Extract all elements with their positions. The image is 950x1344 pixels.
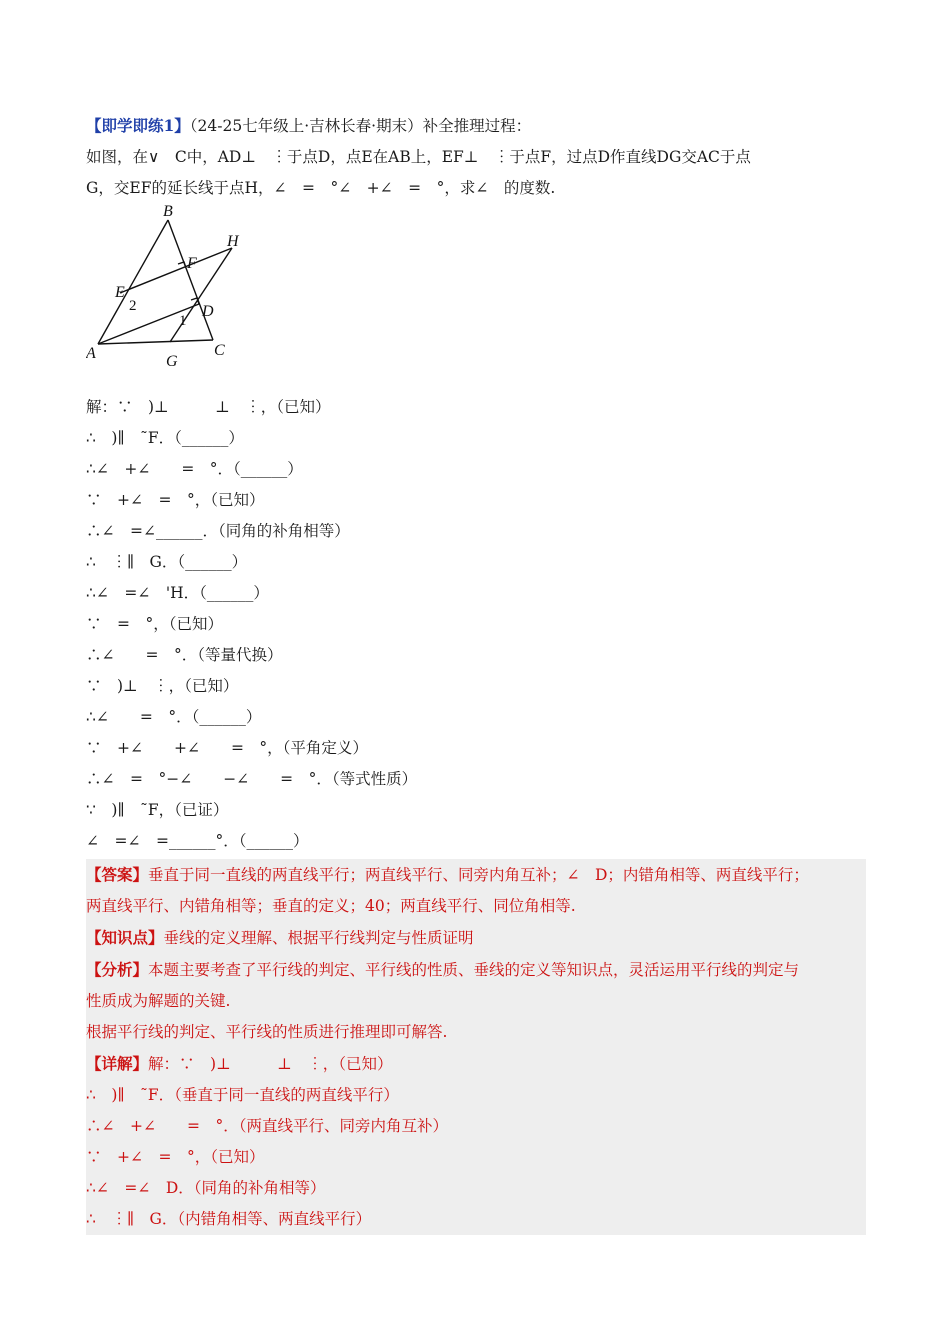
triangle-diagram xyxy=(86,204,286,392)
detail-line: ∴∠ +∠ = °．（两直线平行、同旁内角互补） xyxy=(86,1117,448,1135)
solution-line: ∴∠ = °．（______） xyxy=(86,708,262,726)
solution-line: ∴ )∥ ˜F．（______） xyxy=(86,429,244,447)
label-angle-2: 2 xyxy=(129,298,137,314)
document-page xyxy=(86,110,866,1235)
solution-line: ∴ ︙∥ G．（______） xyxy=(86,553,248,571)
solution-line: ∵ = °，（已知） xyxy=(86,615,223,633)
analysis-line-3: 根据平行线的判定、平行线的性质进行推理即可解答. xyxy=(86,1023,448,1041)
solution-line: ∵ )⊥ ︙，（已知） xyxy=(86,677,239,695)
solution-line: ∵ +∠ +∠ = °，（平角定义） xyxy=(86,739,368,757)
solution-line: ∴∠ = °−∠ −∠ = °．（等式性质） xyxy=(86,770,418,788)
analysis-tag: 【分析】 xyxy=(86,960,149,979)
analysis-line-2: 性质成为解题的关键. xyxy=(86,992,231,1010)
solution-line: ∵ +∠ = °，（已知） xyxy=(86,491,265,509)
solution-line: ∵ )∥ ˜F，（已证） xyxy=(86,801,229,819)
detail-line: ∴ ︙∥ G．（内错角相等、两直线平行） xyxy=(86,1210,372,1228)
label-angle-1: 1 xyxy=(179,313,187,329)
solution-line: ∴∠ +∠ = °．（______） xyxy=(86,460,303,478)
label-G: G xyxy=(166,353,178,370)
solution-line: ∴∠ =∠______．（同角的补角相等） xyxy=(86,522,350,540)
solution-line: ∴∠ = °．（等量代换） xyxy=(86,646,283,664)
detail-line: ∴ )∥ ˜F．（垂直于同一直线的两直线平行） xyxy=(86,1086,399,1104)
detail-line: ∴∠ =∠ D．（同角的补角相等） xyxy=(86,1179,326,1197)
solution-line: ∴∠ =∠ 'H．（______） xyxy=(86,584,269,602)
problem-line-1: 如图，在∨ C中，AD⊥ ︙于点D，点E在AB上，EF⊥ ︙于点F，过点D作直线DG交AC于点 xyxy=(86,148,751,166)
analysis-text-1: 本题主要考查了平行线的判定、平行线的性质、垂线的定义等知识点，灵活运用平行线的判定与 xyxy=(148,961,800,979)
knowledge-line xyxy=(86,922,866,954)
knowledge-text: 垂线的定义理解、根据平行线判定与性质证明 xyxy=(163,929,474,947)
label-D: D xyxy=(202,303,214,320)
exercise-header xyxy=(86,110,866,142)
exercise-tag: 【即学即练1】 xyxy=(86,116,190,135)
answer-panel xyxy=(86,859,866,1235)
detail-line: ∵ +∠ = °，（已知） xyxy=(86,1148,265,1166)
problem-line-2: G，交EF的延长线于点H，∠ = °∠ +∠ = °，求∠ 的度数. xyxy=(86,179,556,197)
label-F: F xyxy=(187,255,197,272)
label-B: B xyxy=(163,204,173,220)
label-H: H xyxy=(227,233,239,250)
answer-line-2: 两直线平行、内错角相等；垂直的定义；40；两直线平行、同位角相等. xyxy=(86,897,576,915)
detail-tag: 【详解】 xyxy=(86,1054,149,1073)
geometry-figure xyxy=(86,204,866,392)
label-C: C xyxy=(214,342,225,359)
detail-text: 解：∵ )⊥ ⊥ ︙，（已知） xyxy=(148,1055,393,1073)
detail-line-1 xyxy=(86,1048,866,1080)
answer-tag: 【答案】 xyxy=(86,865,149,884)
label-E: E xyxy=(115,284,125,301)
analysis-line-1 xyxy=(86,954,866,986)
exercise-source: （24-25七年级上·吉林长春·期末）补全推理过程： xyxy=(189,117,532,135)
answer-line-1 xyxy=(86,859,866,891)
answer-text-1: 垂直于同一直线的两直线平行；两直线平行、同旁内角互补；∠ D；内错角相等、两直线平行； xyxy=(148,866,809,884)
solution-block xyxy=(86,392,866,857)
solution-line: ∠ =∠ =______°．（______） xyxy=(86,832,309,850)
knowledge-tag: 【知识点】 xyxy=(86,928,164,947)
solution-line: 解：∵ )⊥ ⊥ ︙，（已知） xyxy=(86,398,331,416)
label-A: A xyxy=(86,345,96,362)
